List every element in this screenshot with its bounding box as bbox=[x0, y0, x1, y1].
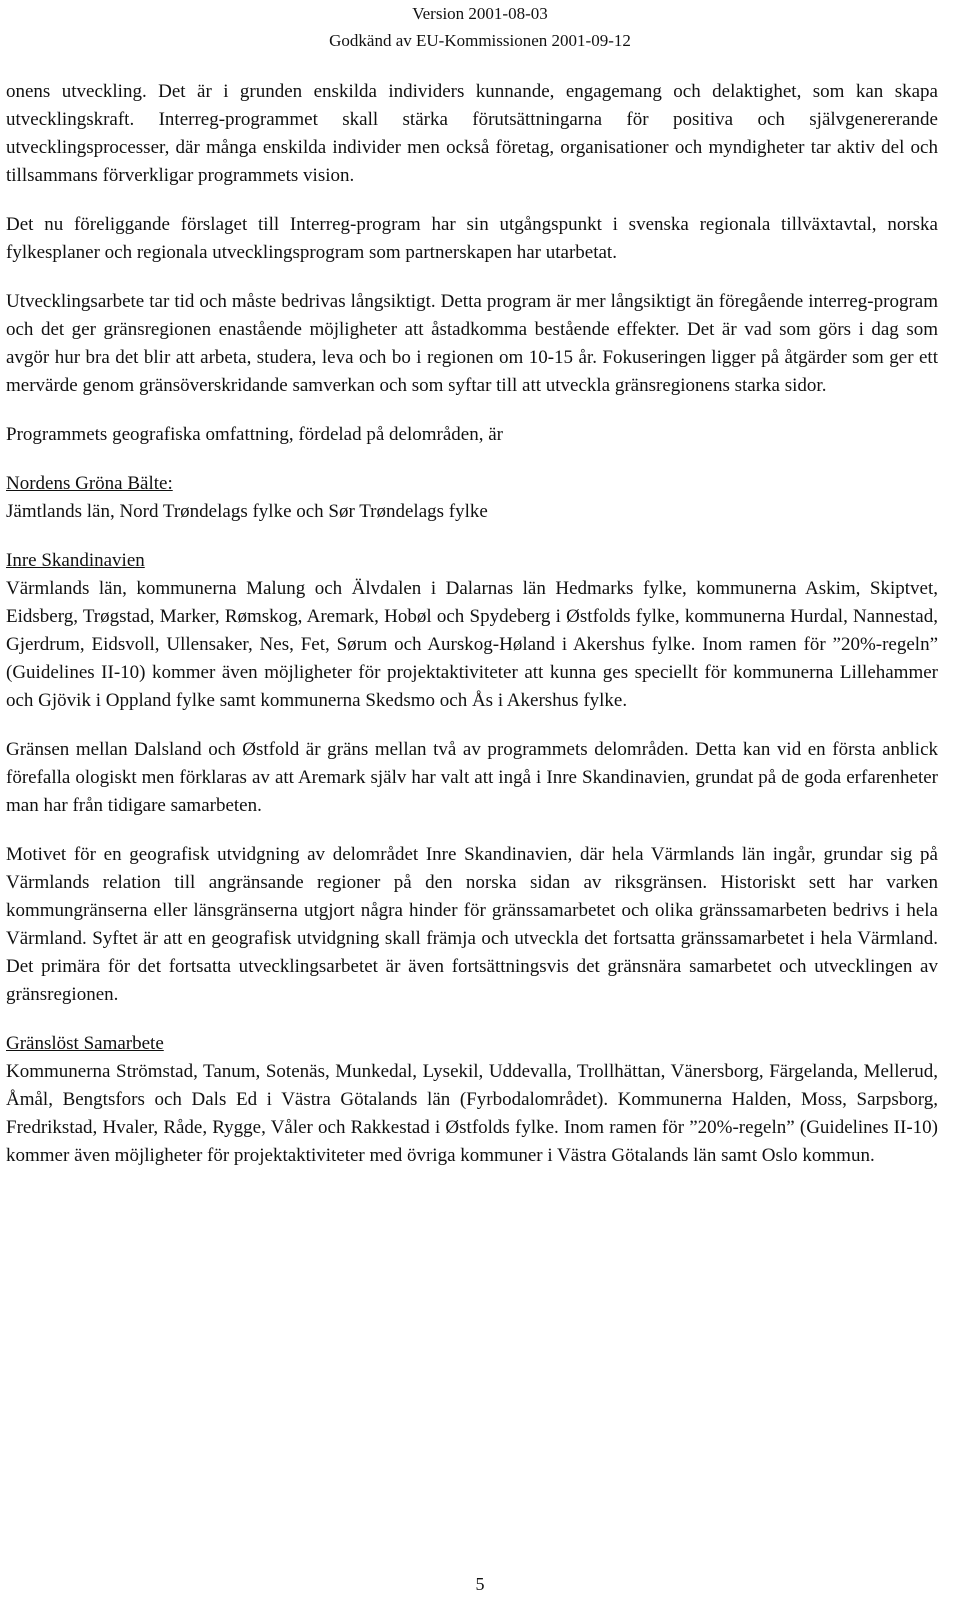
page-header bbox=[0, 0, 960, 54]
region-heading: Inre Skandinavien bbox=[6, 550, 145, 571]
version-line: Version 2001-08-03 bbox=[412, 4, 548, 23]
paragraph-proposal: Det nu föreliggande förslaget till Interreg-program har sin utgångspunkt i svenska regionala tillväxtavtal, norska fylkesplaner och regionala utvecklingsprogram som partnerskapen har utarbetat. bbox=[6, 214, 938, 263]
paragraph-intro: onens utveckling. Det är i grunden enskilda individers kunnande, engagemang och delaktighet, som kan skapa utvecklingskraft. Interreg-programmet skall stärka förutsättningarna för positiva och självgenererande utvecklingsprocesser, där många enskilda individer men också företag, organisationer och myndigheter tar aktiv del och tillsammans förverkligar programmets vision. bbox=[6, 81, 938, 186]
region-heading: Nordens Gröna Bälte: bbox=[6, 473, 173, 494]
paragraph-motive: Motivet för en geografisk utvidgning av delområdet Inre Skandinavien, där hela Värmlands län ingår, grundar sig på Värmlands relation till angränsande regioner på den norska sidan av riksgränsen. Historiskt sett har varken kommungränserna eller länsgränserna utgjort några hinder för gränssamarbetet och olika gränssamarbeten bedrivs i hela Värmland. Syftet är att en geografisk utvidgning skall främja och utveckla det fortsatta gränssamarbetet i hela Värmland. Det primära för det fortsatta utvecklingsarbetet är även fortsättningsvis det gränsnära samarbetet och utvecklingen av gränsregionen. bbox=[6, 844, 938, 1005]
paragraph-long-term: Utvecklingsarbete tar tid och måste bedrivas långsiktigt. Detta program är mer långsiktigt än föregående interreg-program och det ger gränsregionen enastående möjligheter att åstadkomma bestående effekter. Det är vad som görs i dag som avgör hur bra det blir att arbeta, studera, leva och bo i regionen om 10-15 år. Fokuseringen ligger på åtgärder som ger ett mervärde genom gränsöverskridande samverkan och som syftar till att utveckla gränsregionens starka sidor. bbox=[6, 291, 938, 396]
document-body bbox=[6, 78, 938, 1191]
page-number: 5 bbox=[475, 1574, 485, 1594]
region-text: Värmlands län, kommunerna Malung och Älvdalen i Dalarnas län Hedmarks fylke, kommunerna Askim, Skiptvet, Eidsberg, Trøgstad, Marker, Rømskog, Aremark, Hobøl och Spydeberg i Østfolds fylke, kommunerna Hurdal, Nannestad, Gjerdrum, Eidsvoll, Ullensaker, Nes, Fet, Sørum och Aurskog-Høland i Akershus fylke. Inom ramen för ”20%-regeln” (Guidelines II-10) kommer även möjligheter för projektaktiviteter att kunna ges speciellt för kommunerna Lillehammer och Gjövik i Oppland fylke samt kommunerna Skedsmo och Ås i Akershus fylke. bbox=[6, 578, 938, 711]
paragraph-geography-intro: Programmets geografiska omfattning, fördelad på delområden, är bbox=[6, 424, 503, 445]
region-inre-skandinavien bbox=[6, 547, 938, 715]
region-text: Kommunerna Strömstad, Tanum, Sotenäs, Munkedal, Lysekil, Uddevalla, Trollhättan, Vänersborg, Färgelanda, Mellerud, Åmål, Bengtsfors och Dals Ed i Västra Götalands län (Fyrbodalområdet). Kommunerna Halden, Moss, Sarpsborg, Fredrikstad, Hvaler, Råde, Rygge, Våler och Rakkestad i Østfolds fylke. Inom ramen för ”20%-regeln” (Guidelines II-10) kommer även möjligheter för projektaktiviteter med övriga kommuner i Västra Götalands län samt Oslo kommun. bbox=[6, 1061, 938, 1166]
approval-line: Godkänd av EU-Kommissionen 2001-09-12 bbox=[329, 31, 631, 50]
paragraph-border: Gränsen mellan Dalsland och Østfold är gräns mellan två av programmets delområden. Detta kan vid en första anblick förefalla ologiskt men förklaras av att Aremark själv har valt att ingå i Inre Skandinavien, grundat på de goda erfarenheter man har från tidigare samarbeten. bbox=[6, 739, 938, 816]
region-nordens-grona-balte bbox=[6, 470, 938, 526]
region-granslost-samarbete bbox=[6, 1030, 938, 1170]
region-text: Jämtlands län, Nord Trøndelags fylke och Sør Trøndelags fylke bbox=[6, 501, 488, 522]
region-heading: Gränslöst Samarbete bbox=[6, 1033, 164, 1054]
